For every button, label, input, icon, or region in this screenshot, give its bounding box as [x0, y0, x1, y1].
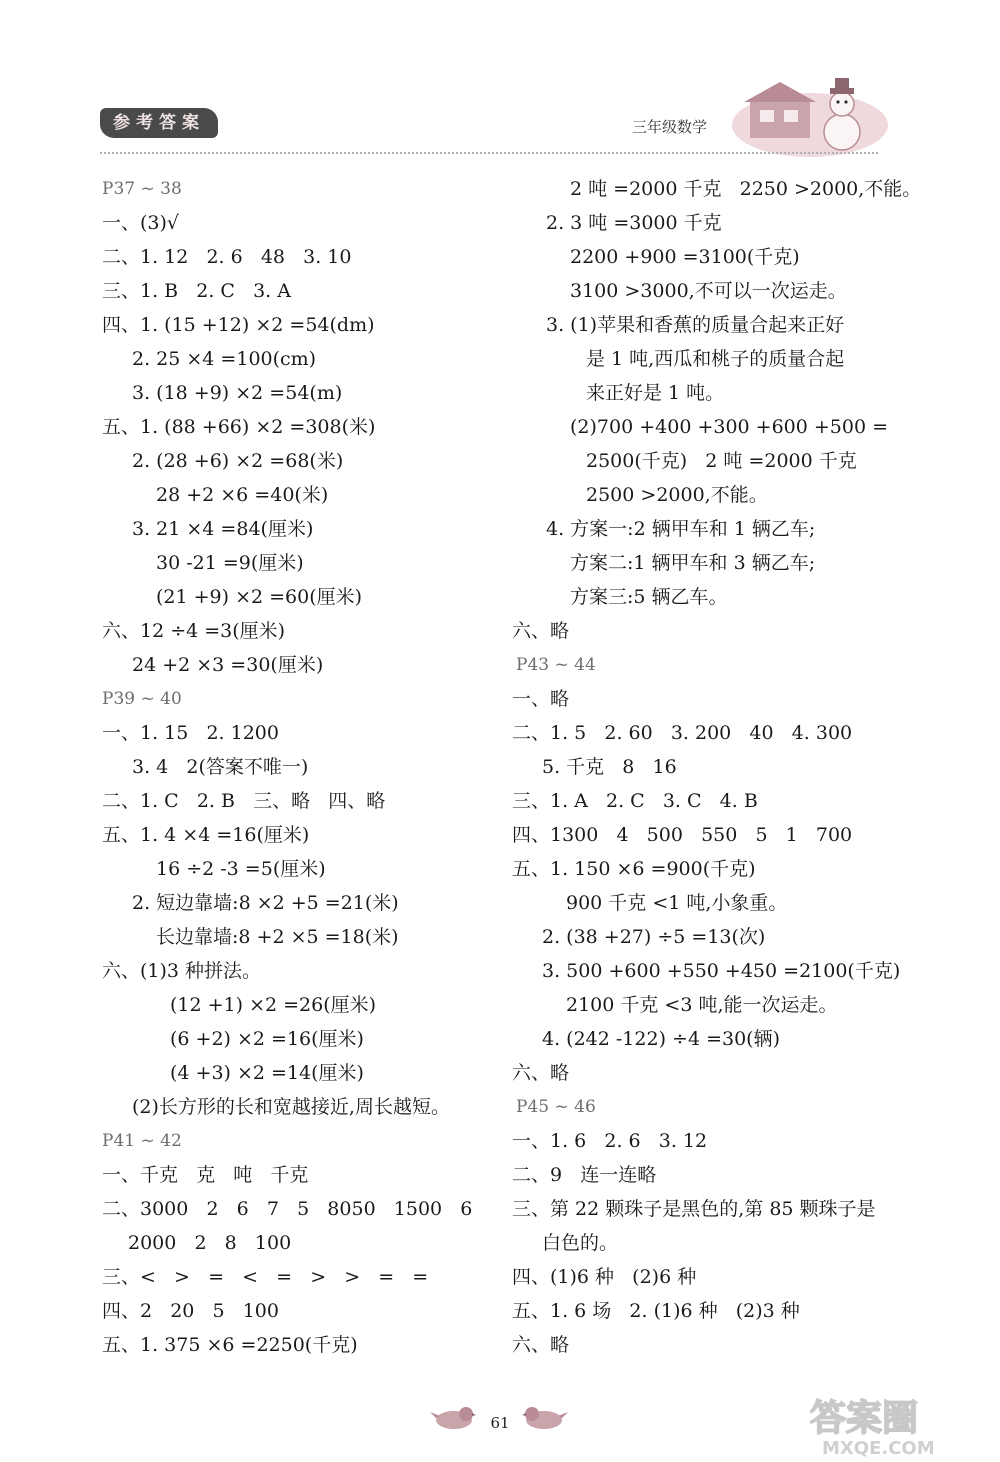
answer-line: 二、1. C 2. B 三、略 四、略 [102, 790, 386, 812]
answer-line: 二、3000 2 6 7 5 8050 1500 6 [102, 1198, 473, 1220]
answer-line: 3. (1)苹果和香蕉的质量合起来正好 [546, 314, 845, 336]
watermark-site: MXQE.COM [822, 1438, 935, 1459]
answer-line: (12 +1) ×2 =26(厘米) [170, 994, 377, 1016]
grade-subject-label: 三年级数学 [632, 118, 708, 136]
answer-line: 二、1. 12 2. 6 48 3. 10 [102, 246, 352, 268]
answer-line: (6 +2) ×2 =16(厘米) [170, 1028, 364, 1050]
answer-line: 2. 短边靠墙:8 ×2 +5 =21(米) [132, 892, 399, 914]
answer-line: 2. 3 吨 =3000 千克 [546, 212, 722, 234]
answer-badge: 参考答案 [100, 108, 218, 138]
answer-line: (2)长方形的长和宽越接近,周长越短。 [132, 1096, 450, 1118]
answer-line: 3. 21 ×4 =84(厘米) [132, 518, 314, 540]
answer-line: 四、1. (15 +12) ×2 =54(dm) [102, 314, 375, 336]
page-range-heading: P39 ~ 40 [102, 689, 182, 709]
answer-line: 4. 方案一:2 辆甲车和 1 辆乙车; [546, 518, 816, 540]
answer-line: 三、第 22 颗珠子是黑色的,第 85 颗珠子是 [512, 1198, 876, 1220]
answer-line: 二、1. 5 2. 60 3. 200 40 4. 300 [512, 722, 853, 744]
page-range-heading: P41 ~ 42 [102, 1131, 182, 1151]
bird-icon [522, 1402, 568, 1432]
answer-line: 三、< > = < = > > = = [102, 1266, 429, 1288]
answer-line: (21 +9) ×2 =60(厘米) [156, 586, 363, 608]
answer-line: 2500 >2000,不能。 [586, 484, 768, 506]
answer-line: 六、略 [512, 1062, 570, 1084]
answer-line: (2)700 +400 +300 +600 +500 = [570, 416, 889, 438]
page-range-heading: P45 ~ 46 [516, 1097, 596, 1117]
watermark-logo [800, 1390, 990, 1460]
answer-line: 白色的。 [542, 1232, 619, 1254]
answer-line: 二、9 连一连略 [512, 1164, 657, 1186]
page-range-heading: P43 ~ 44 [516, 655, 596, 675]
answer-line: 一、1. 6 2. 6 3. 12 [512, 1130, 708, 1152]
answer-line: 16 ÷2 -3 =5(厘米) [156, 858, 326, 880]
answer-line: 方案二:1 辆甲车和 3 辆乙车; [570, 552, 816, 574]
answer-line: 2000 2 8 100 [128, 1232, 292, 1254]
answer-line: 来正好是 1 吨。 [586, 382, 725, 404]
answer-line: 28 +2 ×6 =40(米) [156, 484, 329, 506]
answer-line: 方案三:5 辆乙车。 [570, 586, 728, 608]
header-divider [100, 152, 878, 154]
answer-line: 一、(3)√ [102, 212, 180, 234]
answer-line: 2200 +900 =3100(千克) [570, 246, 800, 268]
answer-line: 六、12 ÷4 =3(厘米) [102, 620, 286, 642]
answer-line: 2500(千克) 2 吨 =2000 千克 [586, 450, 857, 472]
answer-line: 六、略 [512, 1334, 570, 1356]
answer-line: 2. (28 +6) ×2 =68(米) [132, 450, 344, 472]
answer-line: 四、1300 4 500 550 5 1 700 [512, 824, 853, 846]
answer-line: 3. 500 +600 +550 +450 =2100(千克) [542, 960, 901, 982]
answer-line: 一、千克 克 吨 千克 [102, 1164, 309, 1186]
answer-line: 2. 25 ×4 =100(cm) [132, 348, 317, 370]
page-number: 61 [490, 1414, 510, 1432]
answer-line: 长边靠墙:8 +2 ×5 =18(米) [156, 926, 399, 948]
answer-line: 5. 千克 8 16 [542, 756, 677, 778]
answer-line: 四、2 20 5 100 [102, 1300, 279, 1322]
answer-line: 一、1. 15 2. 1200 [102, 722, 279, 744]
answer-line: 五、1. 150 ×6 =900(千克) [512, 858, 756, 880]
page-header [0, 0, 1000, 170]
watermark-text: 答案圈 [810, 1398, 919, 1439]
answer-line: 四、(1)6 种 (2)6 种 [512, 1266, 697, 1288]
answer-line: 4. (242 -122) ÷4 =30(辆) [542, 1028, 780, 1050]
left-column [102, 172, 472, 1362]
bird-icon [430, 1402, 476, 1432]
snowman-house-icon [730, 70, 890, 160]
page-range-heading: P37 ~ 38 [102, 179, 182, 199]
answer-line: 五、1. 6 场 2. (1)6 种 (2)3 种 [512, 1300, 800, 1322]
answer-line: 是 1 吨,西瓜和桃子的质量合起 [586, 348, 845, 370]
answer-line: 三、1. A 2. C 3. C 4. B [512, 790, 758, 812]
answer-line: 一、略 [512, 688, 570, 710]
answer-line: 2100 千克 <3 吨,能一次运走。 [566, 994, 838, 1016]
answer-line: 24 +2 ×3 =30(厘米) [132, 654, 324, 676]
answer-line: 3. (18 +9) ×2 =54(m) [132, 382, 343, 404]
answer-line: 六、(1)3 种拼法。 [102, 960, 262, 982]
answer-line: 30 -21 =9(厘米) [156, 552, 304, 574]
answer-line: 3. 4 2(答案不唯一) [132, 756, 309, 778]
answer-line: (4 +3) ×2 =14(厘米) [170, 1062, 364, 1084]
answer-line: 五、1. (88 +66) ×2 =308(米) [102, 416, 376, 438]
answer-line: 五、1. 4 ×4 =16(厘米) [102, 824, 310, 846]
answer-line: 六、略 [512, 620, 570, 642]
answer-line: 2. (38 +27) ÷5 =13(次) [542, 926, 766, 948]
answer-line: 3100 >3000,不可以一次运走。 [570, 280, 847, 302]
right-column [512, 172, 921, 1362]
answer-line: 三、1. B 2. C 3. A [102, 280, 291, 302]
answer-line: 2 吨 =2000 千克 2250 >2000,不能。 [570, 178, 922, 200]
answer-line: 900 千克 <1 吨,小象重。 [566, 892, 788, 914]
answer-line: 五、1. 375 ×6 =2250(千克) [102, 1334, 358, 1356]
